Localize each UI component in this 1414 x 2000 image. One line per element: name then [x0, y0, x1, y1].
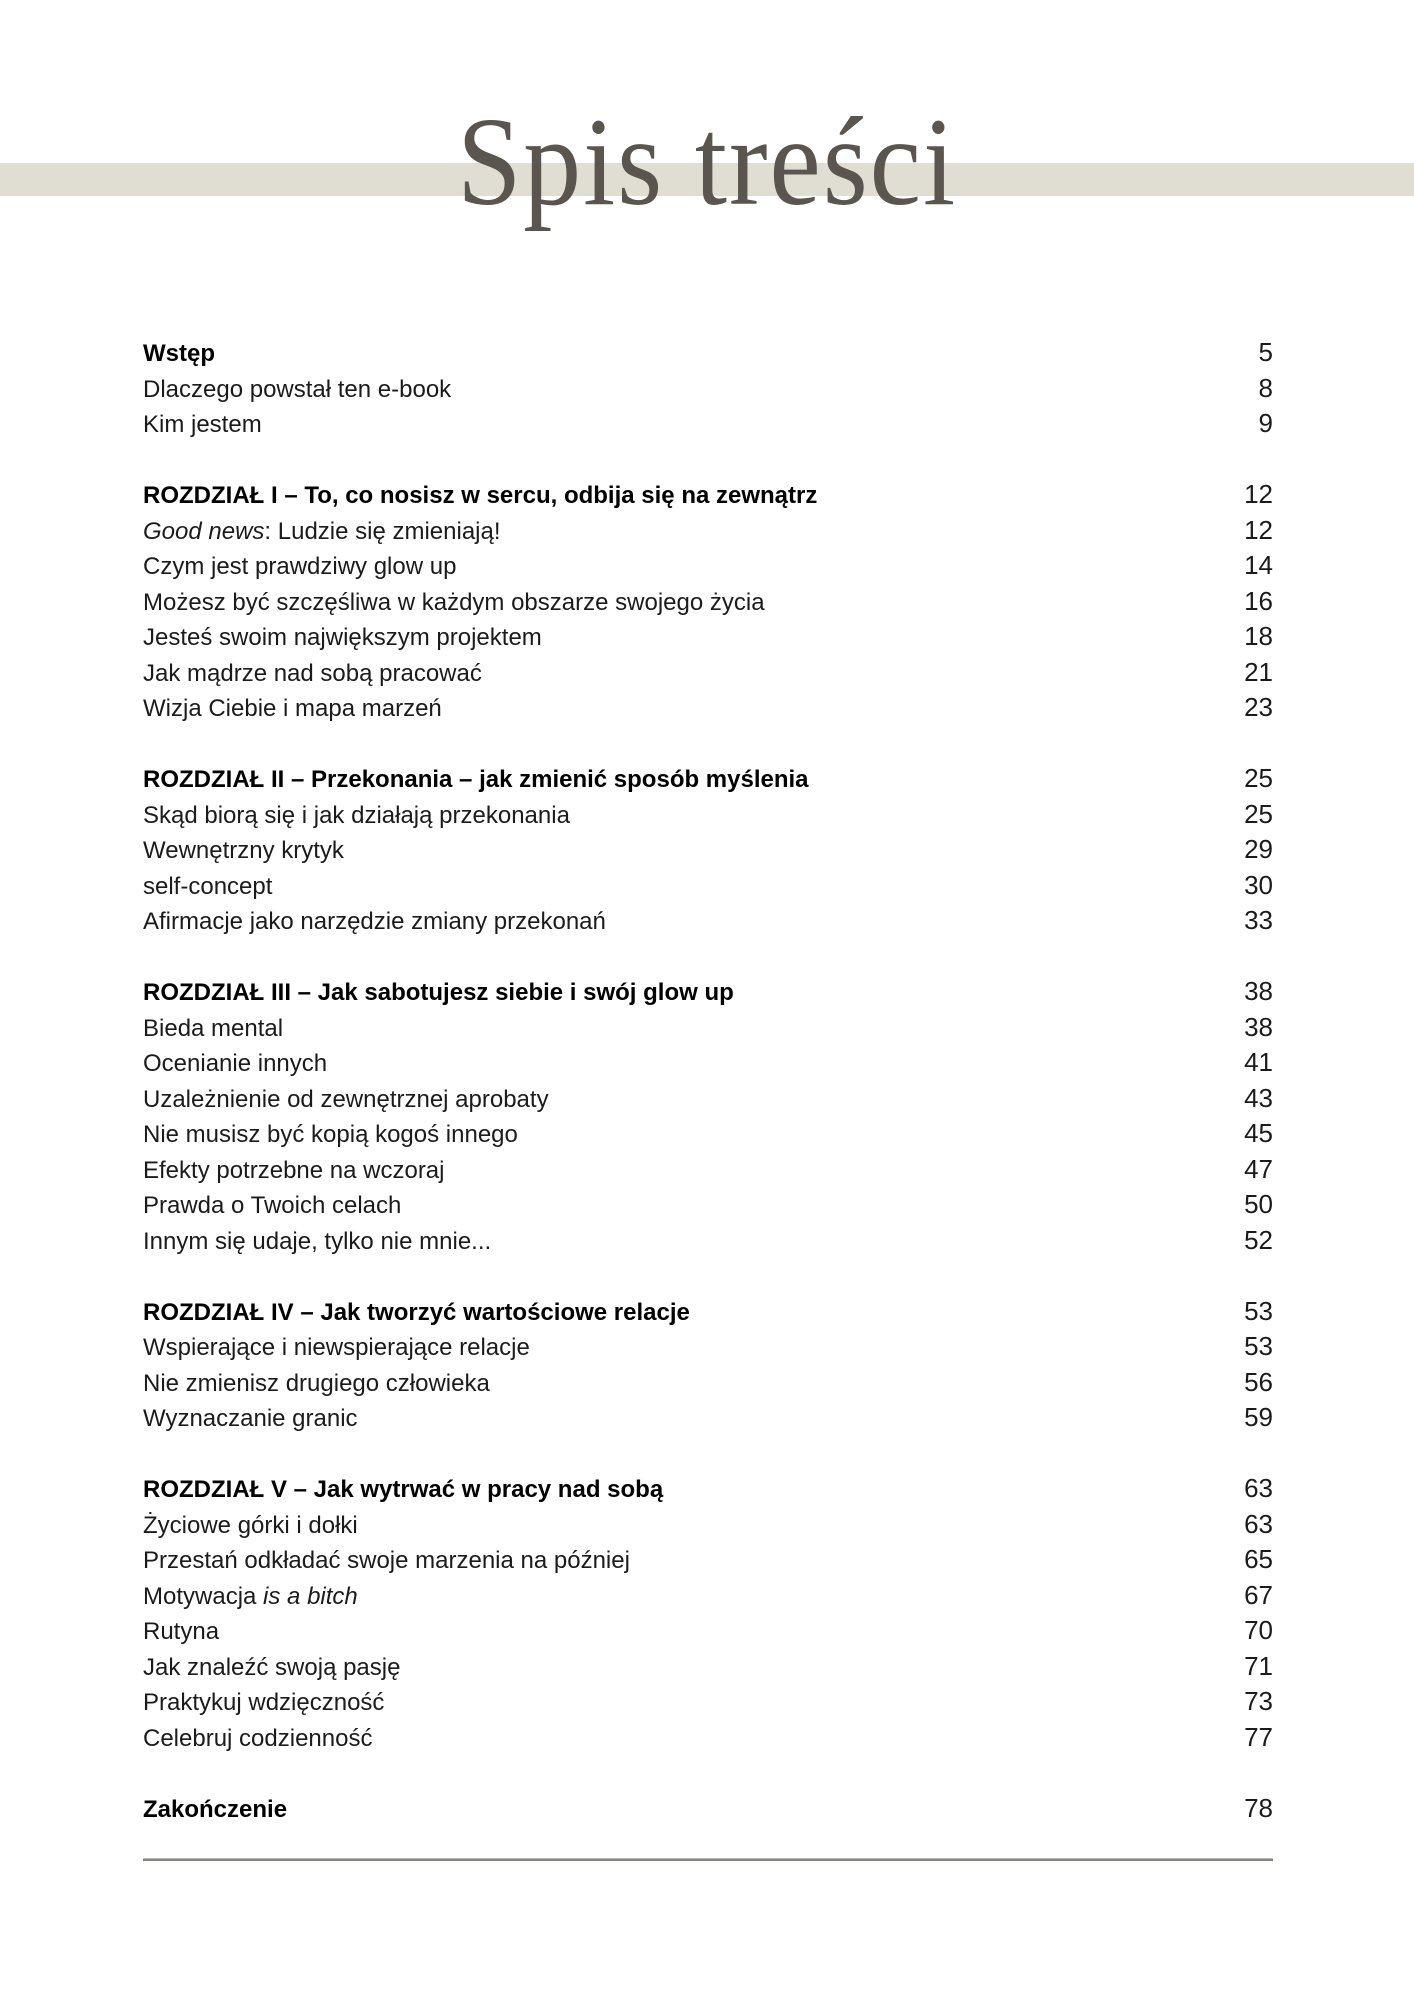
- toc-row-heading[interactable]: [143, 1471, 1273, 1507]
- toc-section: [143, 974, 1273, 1258]
- toc-entry-label: Życiowe górki i dołki: [143, 1511, 358, 1539]
- toc-row[interactable]: [143, 513, 1273, 549]
- toc-row[interactable]: [143, 868, 1273, 904]
- toc-entry-label: Wyznaczanie granic: [143, 1405, 358, 1432]
- toc-row[interactable]: [143, 797, 1273, 833]
- toc-entry-label: Ocenianie innych: [143, 1050, 328, 1077]
- toc-row[interactable]: [143, 690, 1273, 726]
- toc-section: [143, 761, 1273, 939]
- toc-entry-label: Skąd biorą się i jak działają przekonania: [143, 801, 570, 829]
- toc-entry-label: Jak znaleźć swoją pasję: [143, 1653, 401, 1681]
- toc-entry-page: 67: [1244, 1579, 1273, 1610]
- toc-entry-page: 78: [1244, 1792, 1273, 1823]
- toc-entry-page: 63: [1244, 1508, 1273, 1539]
- toc-entry-page: 29: [1244, 834, 1273, 864]
- toc-entry-label: self-concept: [143, 872, 273, 900]
- toc-row[interactable]: [143, 1187, 1273, 1223]
- toc-row[interactable]: [143, 1684, 1273, 1720]
- toc-entry-label: Zakończenie: [143, 1795, 288, 1823]
- toc-entry-label: Motywacja is a bitch: [143, 1582, 358, 1610]
- toc-entry-label: Rutyna: [143, 1618, 220, 1645]
- toc-entry-label: Wstęp: [143, 340, 215, 367]
- toc-section: [143, 1471, 1273, 1755]
- toc-row-heading[interactable]: [143, 974, 1273, 1010]
- toc-entry-label: Innym się udaje, tylko nie mnie...: [143, 1227, 492, 1255]
- toc-entry-page: 21: [1244, 656, 1273, 687]
- toc-row[interactable]: [143, 1542, 1273, 1578]
- toc-entry-label: Bieda mental: [143, 1014, 284, 1042]
- toc-row[interactable]: [143, 406, 1273, 442]
- toc-entry-label: Możesz być szczęśliwa w każdym obszarze swojego życia: [143, 588, 765, 616]
- toc-entry-label: Wewnętrzny krytyk: [143, 837, 344, 864]
- toc-entry-label: Dlaczego powstał ten e-book: [143, 375, 452, 403]
- toc-section: [143, 335, 1273, 442]
- toc-entry-page: 47: [1244, 1153, 1273, 1184]
- toc-row[interactable]: [143, 1045, 1273, 1081]
- toc-row[interactable]: [143, 1081, 1273, 1117]
- toc-row[interactable]: [143, 1152, 1273, 1188]
- toc-row[interactable]: [143, 1720, 1273, 1756]
- toc-entry-page: 43: [1244, 1082, 1273, 1113]
- toc-entry-label: Czym jest prawdziwy glow up: [143, 553, 457, 580]
- toc-entry-page: 77: [1244, 1721, 1273, 1752]
- page-title: Spis treści: [456, 93, 957, 232]
- toc-entry-label: Kim jestem: [143, 411, 262, 438]
- toc-row[interactable]: [143, 1010, 1273, 1046]
- toc-entry-label: Przestań odkładać swoje marzenia na później: [143, 1547, 630, 1574]
- toc-entry-page: 63: [1244, 1473, 1273, 1503]
- toc-row[interactable]: [143, 1578, 1273, 1614]
- toc-entry-page: 12: [1244, 479, 1273, 509]
- toc-entry-page: 14: [1244, 550, 1273, 580]
- toc-entry-label: Jesteś swoim największym projektem: [143, 624, 542, 651]
- toc-entry-page: 25: [1244, 763, 1273, 793]
- toc: [143, 335, 1273, 1826]
- toc-entry-label: Efekty potrzebne na wczoraj: [143, 1156, 445, 1184]
- toc-entry-label: Jak mądrze nad sobą pracować: [143, 659, 482, 687]
- toc-row[interactable]: [143, 619, 1273, 655]
- footer-rule: [143, 1858, 1273, 1861]
- toc-row-heading[interactable]: [143, 477, 1273, 513]
- toc-entry-page: 23: [1244, 692, 1273, 722]
- toc-row[interactable]: [143, 1116, 1273, 1152]
- toc-row[interactable]: [143, 548, 1273, 584]
- toc-entry-page: 73: [1244, 1686, 1273, 1716]
- toc-row[interactable]: [143, 1400, 1273, 1436]
- toc-entry-page: 30: [1244, 869, 1273, 900]
- toc-entry-page: 33: [1244, 905, 1273, 935]
- toc-row-heading[interactable]: [143, 1791, 1273, 1827]
- toc-section: [143, 1791, 1273, 1827]
- toc-entry-page: 25: [1244, 798, 1273, 829]
- toc-row[interactable]: [143, 655, 1273, 691]
- toc-section: [143, 477, 1273, 726]
- toc-entry-label: Nie musisz być kopią kogoś innego: [143, 1121, 518, 1148]
- toc-entry-label: Afirmacje jako narzędzie zmiany przekonań: [143, 908, 606, 935]
- toc-entry-page: 12: [1244, 514, 1273, 545]
- toc-row[interactable]: [143, 1649, 1273, 1685]
- toc-entry-label: Wizja Ciebie i mapa marzeń: [143, 695, 442, 722]
- toc-row[interactable]: [143, 1365, 1273, 1401]
- toc-row-heading[interactable]: [143, 1294, 1273, 1330]
- toc-row[interactable]: [143, 903, 1273, 939]
- toc-entry-page: 52: [1244, 1224, 1273, 1255]
- toc-entry-label: Prawda o Twoich celach: [143, 1192, 402, 1219]
- toc-entry-page: 65: [1244, 1544, 1273, 1574]
- toc-row[interactable]: [143, 371, 1273, 407]
- toc-entry-label: ROZDZIAŁ IV – Jak tworzyć wartościowe relacje: [143, 1298, 690, 1326]
- toc-entry-label: Praktykuj wdzięczność: [143, 1689, 385, 1716]
- toc-entry-page: 9: [1258, 408, 1273, 438]
- toc-row[interactable]: [143, 1613, 1273, 1649]
- toc-entry-page: 38: [1244, 1011, 1273, 1042]
- toc-entry-page: 53: [1244, 1295, 1273, 1326]
- toc-entry-page: 45: [1244, 1118, 1273, 1148]
- toc-entry-page: 8: [1258, 372, 1273, 403]
- toc-entry-page: 16: [1244, 585, 1273, 616]
- toc-row-heading[interactable]: [143, 761, 1273, 797]
- toc-entry-label: Wspierające i niewspierające relacje: [143, 1334, 530, 1361]
- toc-entry-label: Uzależnienie od zewnętrznej aprobaty: [143, 1085, 549, 1113]
- toc-entry-page: 50: [1244, 1189, 1273, 1219]
- toc-row[interactable]: [143, 832, 1273, 868]
- toc-row[interactable]: [143, 584, 1273, 620]
- toc-entry-page: 71: [1244, 1650, 1273, 1681]
- toc-entry-page: 59: [1244, 1402, 1273, 1432]
- toc-entry-label: Nie zmienisz drugiego człowieka: [143, 1369, 490, 1397]
- toc-section: [143, 1294, 1273, 1436]
- toc-entry-label: Celebruj codzienność: [143, 1724, 373, 1752]
- toc-entry-page: 38: [1244, 976, 1273, 1006]
- toc-entry-page: 70: [1244, 1615, 1273, 1645]
- toc-entry-page: 56: [1244, 1366, 1273, 1397]
- toc-entry-label: ROZDZIAŁ II – Przekonania – jak zmienić sposób myślenia: [143, 766, 809, 793]
- toc-row[interactable]: [143, 1223, 1273, 1259]
- toc-entry-page: 18: [1244, 621, 1273, 651]
- toc-row-heading[interactable]: [143, 335, 1273, 371]
- toc-entry-page: 5: [1258, 337, 1273, 367]
- toc-row[interactable]: [143, 1507, 1273, 1543]
- toc-entry-label: Good news: Ludzie się zmieniają!: [143, 517, 501, 545]
- toc-row[interactable]: [143, 1329, 1273, 1365]
- toc-entry-page: 41: [1244, 1047, 1273, 1077]
- toc-entry-label: ROZDZIAŁ I – To, co nosisz w sercu, odbija się na zewnątrz: [143, 482, 818, 509]
- toc-entry-page: 53: [1244, 1331, 1273, 1361]
- toc-entry-label: ROZDZIAŁ III – Jak sabotujesz siebie i swój glow up: [143, 979, 734, 1006]
- toc-entry-label: ROZDZIAŁ V – Jak wytrwać w pracy nad sobą: [143, 1476, 664, 1503]
